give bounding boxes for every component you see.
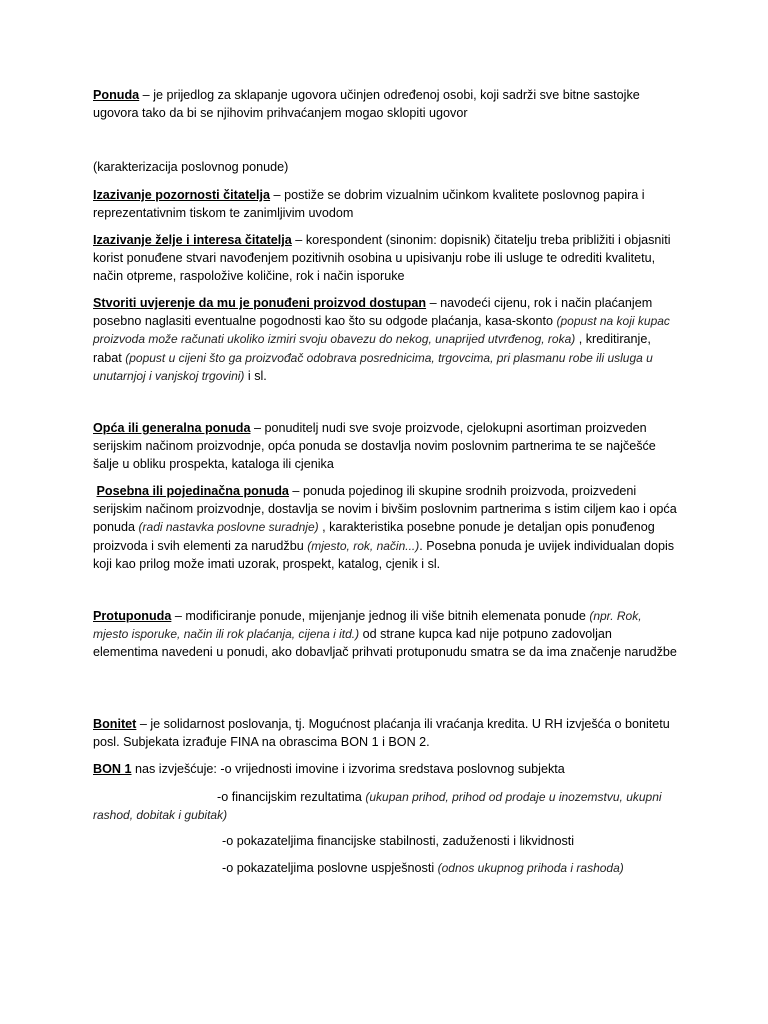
term-bon1: BON 1	[93, 762, 132, 776]
item-financijski-rezultati: -o financijskim rezultatima	[217, 790, 366, 804]
definition-bon1: nas izvješćuje: -o vrijednosti imovine i izvorima sredstava poslovnog subjekta	[131, 762, 565, 776]
definition-ponuda: – je prijedlog za sklapanje ugovora učinjen određenoj osobi, koji sadrži sve bitne sastojke ugovora tako da bi se njihovim prihvaćanjem mogao sklopiti ugovor	[93, 88, 640, 121]
paragraph-ponuda	[93, 86, 678, 122]
note-narudzba: (mjesto, rok, način...)	[307, 538, 420, 553]
definition-protuponuda-1: – modificiranje ponude, mijenjanje jednog ili više bitnih elemenata ponude	[171, 609, 590, 623]
term-ponuda: Ponuda	[93, 88, 140, 102]
definition-posebna-1: – ponuda pojedinog ili skupine srodnih proizvoda, proizvedeni serijskim načinom proizvodnje, dostavlja se novim i bivšim poslovnim partnerima s istim ciljem kao i opća ponuda	[93, 484, 677, 535]
paragraph-karakterizacija	[93, 158, 678, 176]
term-protuponuda: Protuponuda	[93, 609, 172, 623]
item-uspjesnost: -o pokazateljima poslovne uspješnosti	[222, 861, 438, 875]
paragraph-pozornost	[93, 186, 678, 222]
paragraph-uvjerenje	[93, 294, 678, 385]
definition-opca-ponuda: – ponuditelj nudi sve svoje proizvode, cjelokupni asortiman proizveden serijskim načinom proizvodnje, opća ponuda se dostavlja novim poslovnim partnerima te se najčešće šalje u obliku prospekta, kataloga ili cjenika	[93, 421, 656, 472]
term-bonitet: Bonitet	[93, 717, 137, 731]
paragraph-opca-ponuda	[93, 419, 678, 474]
term-posebna-ponuda: Posebna ili pojedinačna ponuda	[96, 484, 289, 498]
term-zelja: Izazivanje želje i interesa čitatelja	[93, 233, 292, 247]
note-kasa-skonto: (popust na koji kupac proizvoda može računati ukoliko izmiri svoju obavezu do nekog, unaprijed utvrđenog, roka)	[93, 314, 670, 347]
note-financijski-rezultati: (ukupan prihod, prihod od prodaje u inozemstvu, ukupni rashod, dobitak i gubitak)	[93, 790, 662, 823]
note-rabat: (popust u cijeni što ga proizvođač odobrava posrednicima, trgovcima, pri plasmanu robe ili usluga u unutarnjoj i vanjskoj trgovini)	[93, 350, 653, 383]
definition-protuponuda-2: od strane kupca kad nije potpuno zadovoljan elementima navedeni u ponudi, ako dobavljač prihvati protuponudu smatra se da ima značenje narudžbe	[93, 627, 677, 660]
paragraph-posebna-ponuda	[93, 482, 678, 573]
definition-zelja: – korespondent (sinonim: dopisnik) čitatelju treba približiti i objasniti korist ponuđene stvari navođenjem pozitivnih osobina u upisivanju robe ili usluge te odrediti kvalitetu, način otpreme, raspoložive količine, rok i način isporuke	[93, 233, 671, 284]
list-item-financijski-rezultati	[93, 788, 678, 824]
definition-uvjerenje-1: – navodeći cijenu, rok i način plaćanjem posebno naglasiti eventualne pogodnosti kao što su odgode plaćanja, kasa-skonto	[93, 296, 653, 329]
term-pozornost: Izazivanje pozornosti čitatelja	[93, 188, 271, 202]
term-opca-ponuda: Opća ili generalna ponuda	[93, 421, 251, 435]
definition-pozornost: – postiže se dobrim vizualnim učinkom kvalitete poslovnog papira i reprezentativnim tiskom te zanimljivim uvodom	[93, 188, 645, 221]
list-item-uspjesnost	[222, 859, 677, 877]
paragraph-zelja	[93, 231, 678, 286]
paragraph-bon1	[93, 760, 678, 778]
paragraph-bonitet	[93, 715, 678, 751]
note-uspjesnost: (odnos ukupnog prihoda i rashoda)	[437, 861, 624, 875]
list-item-stabilnost	[222, 832, 677, 850]
definition-uvjerenje-2: , kreditiranje, rabat	[93, 332, 651, 365]
definition-posebna-3: . Posebna ponuda je uvijek individualan dopis koji kao prilog može imati uzorak, prospekt, katalog, cjenik i sl.	[93, 538, 675, 571]
term-uvjerenje: Stvoriti uvjerenje da mu je ponuđeni proizvod dostupan	[93, 296, 427, 310]
item-stabilnost: -o pokazateljima financijske stabilnosti, zaduženosti i likvidnosti	[222, 834, 575, 848]
definition-posebna-2: , karakteristika posebne ponude je detaljan opis ponuđenog proizvoda i svih elementi za narudžbu	[93, 520, 655, 553]
subheading-karakterizacija: (karakterizacija poslovnog ponude)	[93, 160, 289, 174]
definition-uvjerenje-3: i sl.	[244, 368, 267, 383]
note-suradnja: (radi nastavka poslovne suradnje)	[138, 520, 319, 535]
definition-bonitet: – je solidarnost poslovanja, tj. Mogućnost plaćanja ili vraćanja kredita. U RH izvješća o bonitetu posl. Subjekata izrađuje FINA na obrascima BON 1 i BON 2.	[93, 717, 670, 750]
paragraph-protuponuda	[93, 607, 678, 662]
note-protuponuda: (npr. Rok, mjesto isporuke, način ili rok plaćanja, cijena i itd.)	[93, 609, 642, 642]
